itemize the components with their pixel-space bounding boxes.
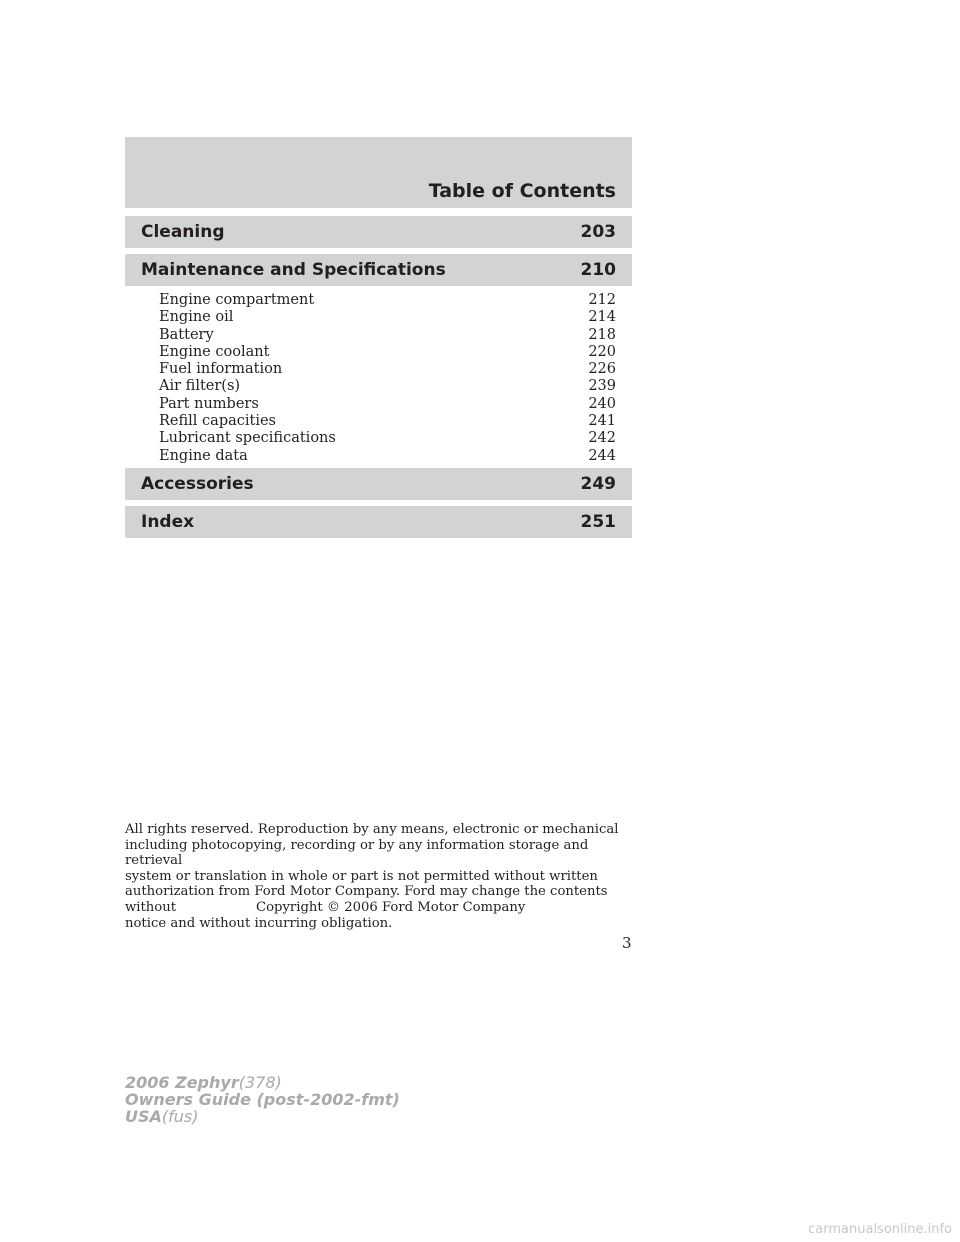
legal-line: authorization from Ford Motor Company. Ford may change the contents without — [125, 884, 608, 915]
legal-line: system or translation in whole or part is not permitted without written — [125, 868, 598, 884]
list-item[interactable] — [159, 430, 616, 447]
list-item[interactable] — [159, 309, 616, 326]
section-page: 249 — [580, 474, 616, 494]
list-item[interactable] — [159, 292, 616, 309]
subsection-page: 214 — [588, 309, 616, 326]
list-item[interactable] — [159, 413, 616, 430]
subsection-page: 239 — [588, 378, 616, 395]
legal-line: including photocopying, recording or by any information storage and retrieval — [125, 837, 589, 869]
section-label: Index — [141, 512, 195, 532]
subsection-label: Engine compartment — [159, 292, 315, 308]
toc-header — [125, 137, 632, 208]
subsection-page: 241 — [588, 413, 616, 430]
subsection-label: Refill capacities — [159, 413, 276, 430]
section-page: 251 — [580, 512, 616, 532]
footer-market-code: (fus) — [161, 1107, 199, 1126]
list-item[interactable] — [159, 361, 616, 378]
subsection-label: Lubricant specifications — [159, 430, 336, 447]
section-label: Cleaning — [141, 222, 225, 242]
footer-market: USA — [125, 1107, 162, 1126]
subsection-label: Part numbers — [159, 395, 259, 412]
subsection-page: 226 — [588, 361, 616, 378]
copyright-notice: Copyright © 2006 Ford Motor Company — [256, 900, 526, 915]
subsection-page: 220 — [588, 343, 616, 360]
subsection-label: Battery — [159, 326, 214, 343]
section-cleaning[interactable] — [125, 216, 632, 248]
subsection-page: 240 — [588, 395, 616, 412]
section-page: 203 — [580, 222, 616, 242]
subsection-page: 212 — [588, 292, 616, 308]
list-item[interactable] — [159, 448, 616, 465]
subsection-page: 242 — [588, 430, 616, 447]
section-label: Maintenance and Specifications — [141, 260, 446, 280]
list-item[interactable] — [159, 327, 616, 344]
section-accessories[interactable] — [125, 468, 632, 500]
page-number: 3 — [622, 934, 632, 952]
footer-model: 2006 Zephyr — [125, 1073, 239, 1092]
subsection-list — [159, 292, 616, 465]
list-item[interactable] — [159, 378, 616, 395]
subsection-label: Engine data — [159, 447, 248, 464]
subsection-label: Engine oil — [159, 309, 234, 326]
footer-guide: Owners Guide (post-2002-fmt) — [125, 1090, 400, 1109]
subsection-label: Fuel information — [159, 361, 283, 378]
subsection-label: Air filter(s) — [159, 378, 241, 395]
section-label: Accessories — [141, 474, 254, 494]
legal-line: All rights reserved. Reproduction by any means, electronic or mechanical — [125, 822, 619, 837]
section-index[interactable] — [125, 506, 632, 538]
section-maintenance[interactable] — [125, 254, 632, 286]
subsection-label: Engine coolant — [159, 343, 270, 360]
legal-line: notice and without incurring obligation. — [125, 915, 393, 931]
subsection-page: 218 — [588, 326, 616, 343]
list-item[interactable] — [159, 396, 616, 413]
document-footer — [125, 1074, 400, 1125]
page-title: Table of Contents — [428, 180, 616, 202]
subsection-page: 244 — [588, 447, 616, 464]
section-page: 210 — [580, 260, 616, 280]
footer-model-code: (378) — [238, 1073, 282, 1092]
list-item[interactable] — [159, 344, 616, 361]
watermark: carmanualsonline.info — [808, 1222, 952, 1237]
